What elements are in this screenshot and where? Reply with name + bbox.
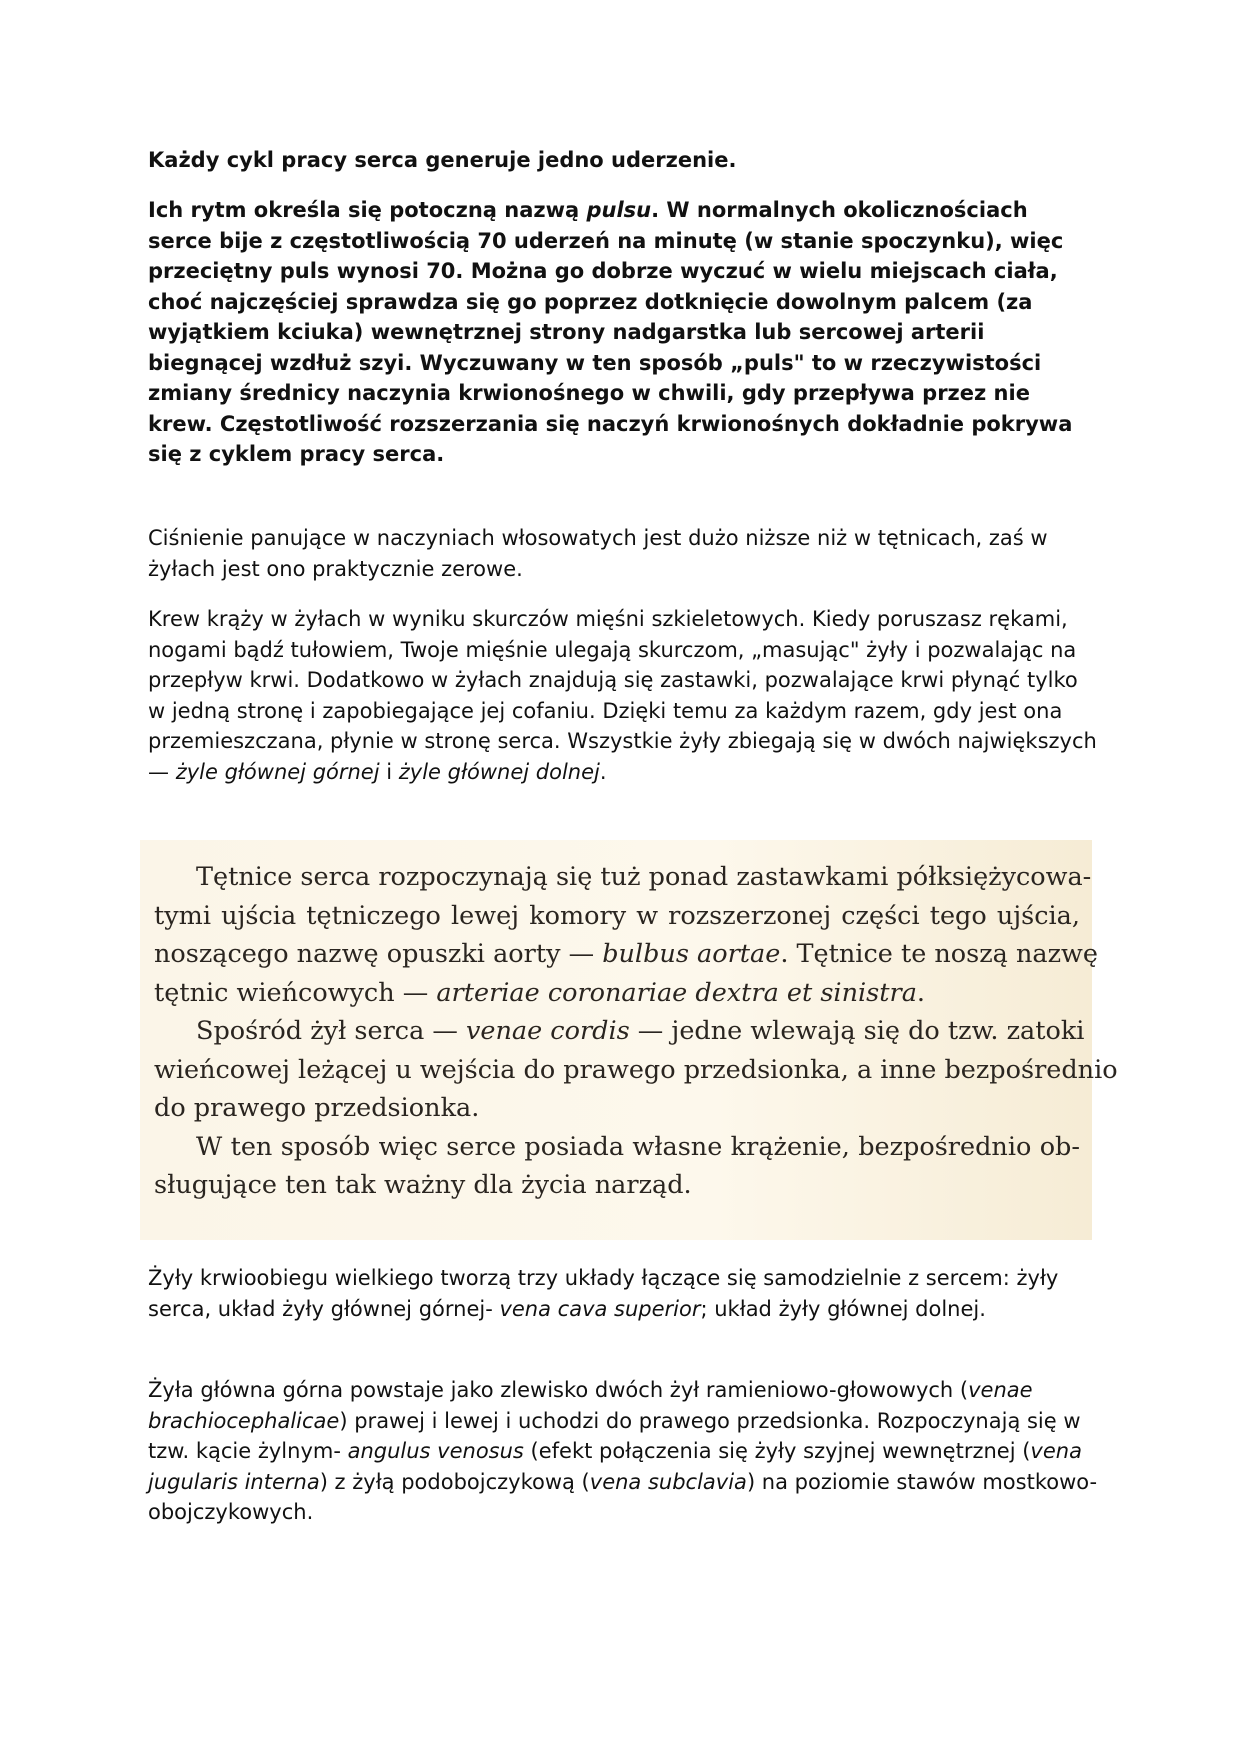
- term-angulus-venosus: angulus venosus: [347, 1439, 524, 1463]
- text-segment: ; układ żyły głównej dolnej.: [700, 1296, 986, 1321]
- paragraph-pulse: [148, 195, 1098, 470]
- scan-line: [154, 935, 1098, 974]
- term-inferior: żyle głównej dolnej: [398, 759, 600, 784]
- text-segment: tętnic wieńcowych —: [154, 977, 437, 1008]
- term-jugularis: vena jugularis interna: [148, 1439, 1082, 1494]
- scan-line: [154, 1012, 1085, 1051]
- term-bulbus-aortae: bulbus aortae: [602, 939, 781, 969]
- text-segment: Żyły krwioobiegu wielkiego tworzą trzy układy łączące się samodzielnie z sercem: żyły serca, układ żyły głównej górnej-: [148, 1266, 1059, 1321]
- scan-line: sługujące ten tak ważny dla życia narząd.: [154, 1170, 692, 1200]
- text-segment: Spośród żył serca —: [196, 1016, 466, 1046]
- scan-line: W ten sposób więc serce posiada własne krążenie, bezpośrednio ob-: [196, 1131, 1080, 1162]
- text-segment: Krew krąży w żyłach w wyniku skurczów mięśni szkieletowych. Kiedy poruszasz rękami, nogami bądź tułowiem, Twoje mięśnie ulegają skurczom, „masując" żyły i pozwalając na przepływ krwi. Dodatkowo w żyłach znajdują się zastawki, pozwalające krwi płynąć tylko w jedną stronę i zapobiegające jej cofaniu. Dzięki temu za każdym razem, gdy jest ona przemieszczana, płynie w stronę serca. Wszystkie żyły zbiegają się w dwóch największych —: [148, 607, 1097, 784]
- text-segment: ) na poziomie stawów mostkowo-obojczykowych.: [148, 1469, 1098, 1524]
- text-segment: Żyła główna górna powstaje jako zlewisko dwóch żył ramieniowo-głowowych (: [148, 1378, 969, 1402]
- text-segment: — jedne wlewają się do tzw. zatoki: [629, 1016, 1085, 1046]
- term-superior: żyle głównej górnej: [175, 759, 380, 784]
- term-arteriae-coronariae: arteriae coronariae dextra et sinistra: [436, 977, 917, 1008]
- scan-line: tymi ujścia tętniczego lewej komory w rozszerzonej części tego ujścia,: [154, 900, 1080, 931]
- term-pulse: pulsu: [586, 198, 652, 222]
- text-segment: . Tętnice te noszą nazwę: [780, 939, 1098, 969]
- paragraph-pressure: Ciśnienie panujące w naczyniach włosowatych jest dużo niższe niż w tętnicach, zaś w żyłach jest ono praktycznie zerowe.: [148, 526, 1048, 581]
- text-segment: . W normalnych okolicznościach serce bije z częstotliwością 70 uderzeń na minutę (w stanie spoczynku), więc przeciętny puls wynosi 70. Można go dobrze wyczuć w wielu miejscach ciała, choć najczęściej sprawdza się go poprzez dotknięcie dowolnym palcem (za wyjątkiem kciuka) wewnętrznej strony nadgarstka lub sercowej arterii biegnącej wzdłuż szyi. Wyczuwany w ten sposób „puls" to w rzeczywistości zmiany średnicy naczynia krwionośnego w chwili, gdy przepływa przez nie krew. Częstotliwość rozszerzania się naczyń krwionośnych dokładnie pokrywa się z cyklem pracy serca.: [148, 198, 1073, 466]
- text-segment: noszącego nazwę opuszki aorty —: [154, 939, 603, 969]
- scan-line: Tętnice serca rozpoczynają się tuż ponad zastawkami półksiężycowa-: [196, 862, 1092, 892]
- term-brachiocephalicae: venae brachiocephalicae: [148, 1378, 1033, 1433]
- scan-line: [154, 974, 1080, 1013]
- text-segment: ) prawej i lewej i uchodzi do prawego przedsionka. Rozpoczynają się w tzw. kącie żylnym-: [148, 1408, 1081, 1463]
- scanned-book-excerpt: [140, 840, 1118, 1240]
- paragraph-systems: [148, 1263, 1098, 1324]
- text-segment: ) z żyłą podobojczykową (: [319, 1469, 590, 1494]
- text-segment: .: [599, 759, 607, 784]
- text-segment: .: [916, 977, 926, 1008]
- paragraph-veins: [148, 604, 1098, 787]
- text-segment: (efekt połączenia się żyły szyjnej wewnętrznej (: [523, 1439, 1031, 1463]
- text-segment: Ich rytm określa się potoczną nazwą: [148, 198, 587, 222]
- paragraph-svc: [148, 1375, 1098, 1528]
- text-segment: i: [379, 759, 399, 784]
- heading-heart-cycle: Każdy cykl pracy serca generuje jedno uderzenie.: [148, 148, 737, 172]
- term-venae-cordis: venae cordis: [465, 1016, 630, 1046]
- term-subclavia: vena subclavia: [589, 1469, 747, 1494]
- scan-line: do prawego przedsionka.: [154, 1093, 480, 1123]
- term-vena-cava-superior: vena cava superior: [499, 1296, 701, 1321]
- scan-line: wieńcowej leżącej u wejścia do prawego przedsionka, a inne bezpośrednio: [154, 1054, 1118, 1085]
